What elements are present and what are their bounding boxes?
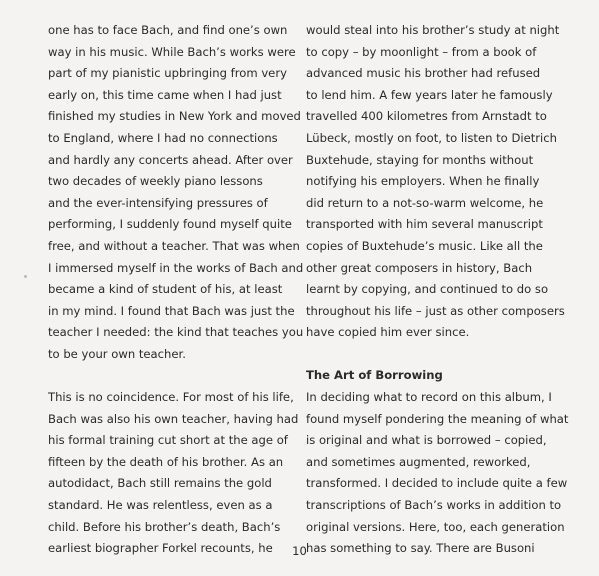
text-line: travelled 400 kilometres from Arnstadt to bbox=[306, 109, 547, 124]
margin-speck bbox=[24, 275, 27, 278]
text-line: way in his music. While Bach’s works were bbox=[48, 44, 296, 59]
text-line: his formal training cut short at the age of bbox=[48, 433, 288, 448]
text-line: performing, I suddenly found myself quite bbox=[48, 217, 292, 232]
right-column bbox=[306, 20, 569, 560]
text-line: became a kind of student of his, at least bbox=[48, 282, 283, 297]
text-line: transformed. I decided to include quite a few bbox=[306, 476, 568, 491]
text-line: to copy – by moonlight – from a book of bbox=[306, 44, 537, 59]
text-line: transcriptions of Bach’s works in addition to bbox=[306, 497, 562, 512]
text-line: early on, this time came when I had just bbox=[48, 87, 282, 102]
text-line: to England, where I had no connections bbox=[48, 130, 278, 145]
text-line: In deciding what to record on this album, I bbox=[306, 390, 552, 404]
text-line: Lübeck, mostly on foot, to listen to Dietrich bbox=[306, 130, 557, 145]
text-line: and the ever-intensifying pressures of bbox=[48, 195, 268, 210]
text-line: part of my pianistic upbringing from very bbox=[48, 66, 287, 81]
text-line: original versions. Here, too, each generation bbox=[306, 519, 565, 534]
text-line: advanced music his brother had refused bbox=[306, 66, 541, 81]
text-line: one has to face Bach, and find one’s own bbox=[48, 23, 288, 37]
text-line: found myself pondering the meaning of what bbox=[306, 411, 569, 426]
text-line: did return to a not-so-warm welcome, he bbox=[306, 195, 544, 210]
text-line: would steal into his brother’s study at night bbox=[306, 23, 560, 37]
right-paragraph-2 bbox=[306, 387, 569, 560]
text-line: child. Before his brother’s death, Bach’s bbox=[48, 519, 281, 534]
text-line: learnt by copying, and continued to do so bbox=[306, 282, 549, 297]
text-line: This is no coincidence. For most of his life, bbox=[48, 390, 294, 404]
text-line: and hardly any concerts ahead. After over bbox=[48, 152, 293, 167]
text-line: fifteen by the death of his brother. As an bbox=[48, 454, 284, 469]
paragraph-gap bbox=[48, 366, 293, 388]
text-line: other great composers in history, Bach bbox=[306, 260, 533, 275]
text-line: notifying his employers. When he finally bbox=[306, 174, 540, 189]
text-line: standard. He was relentless, even as a bbox=[48, 497, 273, 512]
text-line: is original and what is borrowed – copied, bbox=[306, 433, 547, 448]
text-line: has something to say. There are Busoni bbox=[306, 541, 535, 556]
text-line: autodidact, Bach still remains the gold bbox=[48, 476, 272, 491]
text-line: Bach was also his own teacher, having had bbox=[48, 411, 299, 426]
page-number: 10 bbox=[292, 544, 307, 558]
left-paragraph-2 bbox=[48, 387, 299, 560]
text-line: free, and without a teacher. That was when bbox=[48, 238, 300, 253]
text-line: Buxtehude, staying for months without bbox=[306, 152, 534, 167]
text-line: I immersed myself in the works of Bach and bbox=[48, 260, 304, 275]
text-line: throughout his life – just as other composers bbox=[306, 303, 565, 318]
text-line: two decades of weekly piano lessons bbox=[48, 174, 263, 189]
section-heading: The Art of Borrowing bbox=[306, 368, 443, 383]
paragraph-gap bbox=[306, 344, 551, 366]
text-line: earliest biographer Forkel recounts, he bbox=[48, 541, 273, 556]
text-line: finished my studies in New York and moved bbox=[48, 109, 301, 124]
text-line: to be your own teacher. bbox=[48, 346, 186, 361]
text-line: transported with him several manuscript bbox=[306, 217, 543, 232]
text-line: and sometimes augmented, reworked, bbox=[306, 454, 531, 469]
text-line: in my mind. I found that Bach was just the bbox=[48, 303, 295, 318]
text-line: copies of Buxtehude’s music. Like all the bbox=[306, 238, 543, 253]
text-line: teacher I needed: the kind that teaches you bbox=[48, 325, 304, 340]
text-line: to lend him. A few years later he famously bbox=[306, 87, 553, 102]
left-paragraph-1 bbox=[48, 20, 304, 366]
text-line: have copied him ever since. bbox=[306, 325, 470, 340]
right-paragraph-1 bbox=[306, 20, 565, 344]
